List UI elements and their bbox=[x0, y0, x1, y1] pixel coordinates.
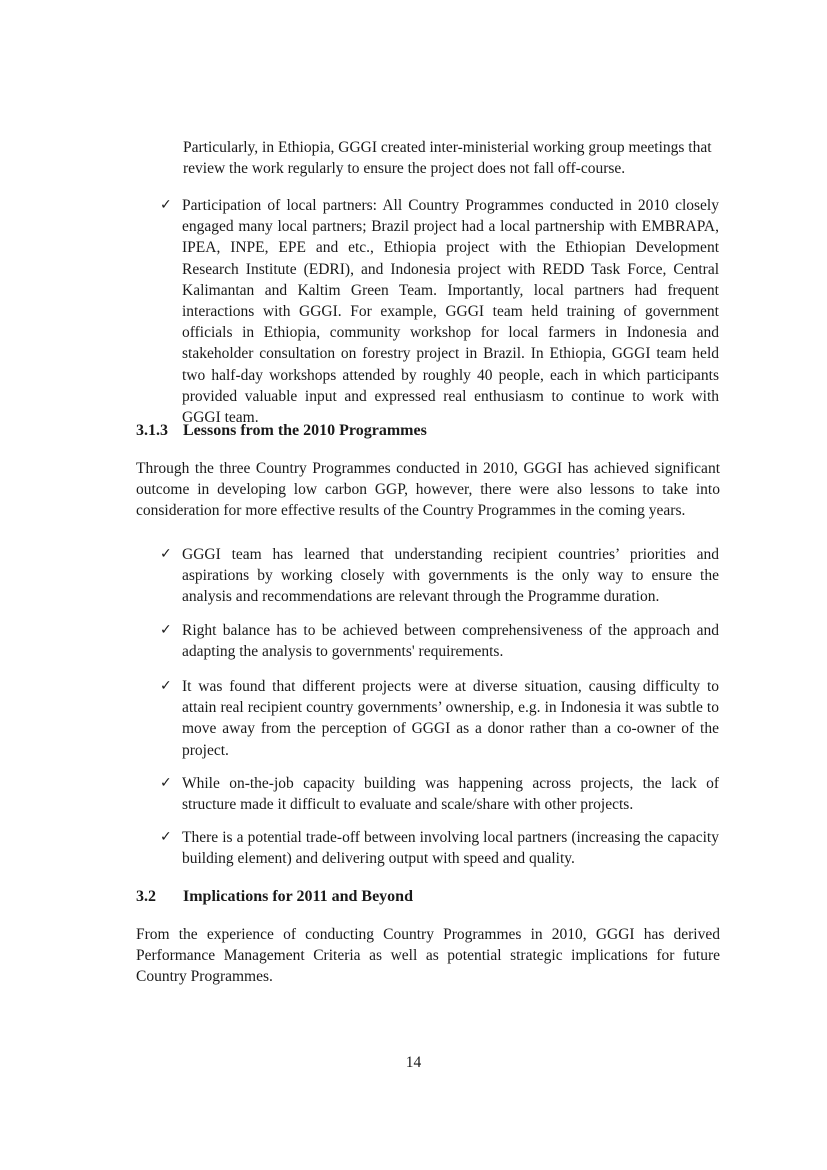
checkmark-icon: ✓ bbox=[160, 197, 172, 213]
checkmark-icon: ✓ bbox=[160, 622, 172, 638]
section-title: Lessons from the 2010 Programmes bbox=[183, 422, 427, 439]
checkmark-icon: ✓ bbox=[160, 546, 172, 562]
section-title: Implications for 2011 and Beyond bbox=[183, 888, 413, 905]
bullet-text: It was found that different projects were at diverse situation, causing difficulty to attain real recipient country governments’ ownership, e.g. in Indonesia it was subtle to move away from the perception of GGGI as a donor rather than a co-owner of the project. bbox=[182, 678, 719, 759]
bullet-text: Right balance has to be achieved between comprehensiveness of the approach and adapting the analysis to governments' requirements. bbox=[182, 622, 719, 661]
section-3-1-3-intro: Through the three Country Programmes conducted in 2010, GGGI has achieved significant outcome in developing low carbon GGP, however, there were also lessons to take into consideration for more effective results of the Country Programmes in the coming years. bbox=[136, 460, 720, 520]
section-number: 3.1.3 bbox=[136, 422, 168, 439]
bullet-text: GGGI team has learned that understanding recipient countries’ priorities and aspirations by working closely with governments is the only way to ensure the analysis and recommendations are relevant through the Programme duration. bbox=[182, 546, 719, 606]
bullet-text: While on-the-job capacity building was happening across projects, the lack of structure made it difficult to evaluate and scale/share with other projects. bbox=[182, 775, 719, 814]
section-number: 3.2 bbox=[136, 888, 156, 905]
bullet-text: There is a potential trade-off between involving local partners (increasing the capacity building element) and delivering output with speed and quality. bbox=[182, 829, 719, 868]
bullet-text: Participation of local partners: All Country Programmes conducted in 2010 closely engaged many local partners; Brazil project had a local partnership with EMBRAPA, IPEA, INPE, EPE and etc., Ethiopia project with the Ethiopian Development Research Institute (EDRI), and Indonesia project with REDD Task Force, Central Kalimantan and Kaltim Green Team. Importantly, local partners had frequent interactions with GGGI. For example, GGGI team held training of government officials in Ethiopia, community workshop for local farmers in Indonesia and stakeholder consultation on forestry project in Brazil. In Ethiopia, GGGI team held two half-day workshops attended by roughly 40 people, each in which participants provided valuable input and expressed real enthusiasm to continue to work with GGGI team. bbox=[182, 197, 719, 427]
section-3-2-intro: From the experience of conducting Country Programmes in 2010, GGGI has derived Performance Management Criteria as well as potential strategic implications for future Country Programmes. bbox=[136, 926, 720, 986]
checkmark-icon: ✓ bbox=[160, 829, 172, 845]
checkmark-icon: ✓ bbox=[160, 775, 172, 791]
continued-paragraph: Particularly, in Ethiopia, GGGI created inter-ministerial working group meetings that review the work regularly to ensure the project does not fall off-course. bbox=[183, 139, 712, 178]
checkmark-icon: ✓ bbox=[160, 678, 172, 694]
page-number: 14 bbox=[405, 1054, 422, 1071]
